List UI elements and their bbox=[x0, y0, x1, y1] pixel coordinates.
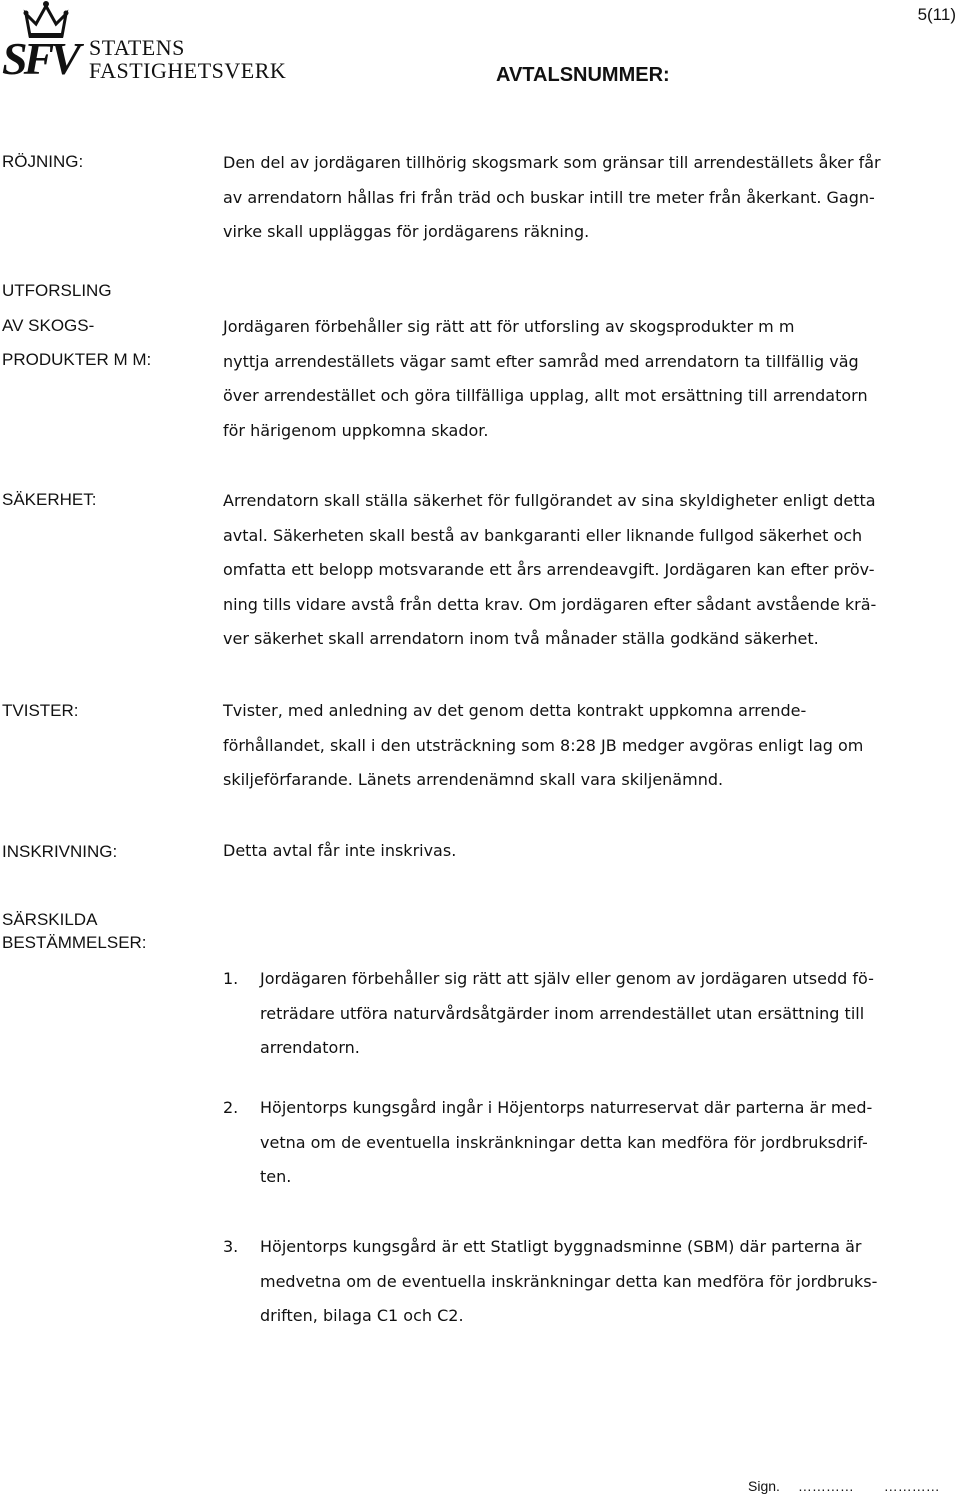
text-line: Den del av jordägaren tillhörig skogsmark som gränsar till arrendeställets åker får bbox=[223, 153, 881, 172]
section-label-rojning: RÖJNING: bbox=[2, 152, 84, 171]
section-label-sarskilda-2: BESTÄMMELSER: bbox=[2, 933, 147, 952]
text-line: nyttja arrendeställets vägar samt efter samråd med arrendatorn ta tillfällig väg bbox=[223, 351, 859, 371]
section-text-inskrivning: Detta avtal får inte inskrivas. bbox=[223, 841, 457, 860]
signature-label: Sign. bbox=[748, 1478, 780, 1494]
text-line: Jordägaren förbehåller sig rätt att själv eller genom av jordägaren utsedd fö- bbox=[260, 969, 874, 988]
text-line: reträdare utföra naturvårdsåtgärder inom arrendestället utan ersättning till bbox=[260, 1003, 865, 1023]
section-label-sarskilda-1: SÄRSKILDA bbox=[2, 910, 98, 929]
list-item-number: 2. bbox=[223, 1098, 239, 1117]
section-label-inskrivning: INSKRIVNING: bbox=[2, 842, 118, 861]
text-line: Jordägaren förbehåller sig rätt att för utforsling av skogsprodukter m m bbox=[223, 317, 795, 336]
list-item bbox=[223, 1230, 953, 1340]
text-line: för härigenom uppkomna skador. bbox=[223, 420, 489, 440]
list-item bbox=[223, 1091, 953, 1201]
list-item-number: 3. bbox=[223, 1237, 239, 1256]
text-line: Höjentorps kungsgård är ett Statligt byggnadsminne (SBM) där parterna är bbox=[260, 1237, 862, 1256]
section-text-sakerhet bbox=[223, 484, 876, 657]
logo bbox=[0, 0, 340, 90]
org-name-line1: STATENS bbox=[89, 35, 185, 60]
section-label-utforsling-3: PRODUKTER M M: bbox=[2, 350, 152, 369]
signature-field[interactable]: ………… bbox=[883, 1478, 940, 1494]
section-label-utforsling-2: AV SKOGS- bbox=[2, 316, 95, 335]
org-name-line2: FASTIGHETSVERK bbox=[89, 58, 287, 83]
section-text-utforsling bbox=[223, 310, 868, 448]
section-label-utforsling-1: UTFORSLING bbox=[2, 281, 112, 300]
section-text-rojning bbox=[223, 146, 881, 250]
text-line: virke skall uppläggas för jordägarens räkning. bbox=[223, 222, 590, 241]
text-line: Tvister, med anledning av det genom detta kontrakt uppkomna arrende- bbox=[223, 701, 807, 720]
section-label-tvister: TVISTER: bbox=[2, 701, 79, 720]
signature-field[interactable]: ………… bbox=[797, 1478, 854, 1494]
text-line: av arrendatorn hållas fri från träd och buskar intill tre meter från åkerkant. Gagn- bbox=[223, 187, 875, 207]
text-line: Höjentorps kungsgård ingår i Höjentorps naturreservat där parterna är med- bbox=[260, 1098, 873, 1117]
text-line: skiljeförfarande. Länets arrendenämnd skall vara skiljenämnd. bbox=[223, 770, 724, 789]
text-line: över arrendestället och göra tillfälliga upplag, allt mot ersättning till arrendatorn bbox=[223, 386, 868, 405]
list-item-number: 1. bbox=[223, 969, 239, 988]
text-line: ver säkerhet skall arrendatorn inom två månader ställa godkänd säkerhet. bbox=[223, 629, 819, 648]
logo-monogram: SFV bbox=[2, 33, 77, 84]
list-item bbox=[223, 962, 953, 1072]
text-line: avtal. Säkerheten skall bestå av bankgaranti eller liknande fullgod säkerhet och bbox=[223, 525, 863, 545]
text-line: driften, bilaga C1 och C2. bbox=[260, 1306, 464, 1325]
text-line: arrendatorn. bbox=[260, 1038, 360, 1057]
text-line: omfatta ett belopp motsvarande ett års arrendeavgift. Jordägaren kan efter pröv- bbox=[223, 560, 875, 579]
signature-area bbox=[748, 1478, 940, 1494]
text-line: vetna om de eventuella inskränkningar detta kan medföra för jordbruksdrif- bbox=[260, 1132, 868, 1152]
section-text-tvister bbox=[223, 694, 863, 798]
text-line: förhållandet, skall i den utsträckning som 8:28 JB medger avgöras enligt lag om bbox=[223, 735, 864, 755]
page-number: 5(11) bbox=[917, 5, 956, 24]
text-line: ten. bbox=[260, 1167, 292, 1186]
contract-number-label: AVTALSNUMMER: bbox=[496, 64, 670, 86]
text-line: Arrendatorn skall ställa säkerhet för fullgörandet av sina skyldigheter enligt detta bbox=[223, 491, 876, 510]
text-line: ning tills vidare avstå från detta krav. Om jordägaren efter sådant avstående krä- bbox=[223, 594, 877, 614]
section-label-sakerhet: SÄKERHET: bbox=[2, 490, 97, 509]
text-line: medvetna om de eventuella inskränkningar detta kan medföra för jordbruks- bbox=[260, 1271, 878, 1291]
